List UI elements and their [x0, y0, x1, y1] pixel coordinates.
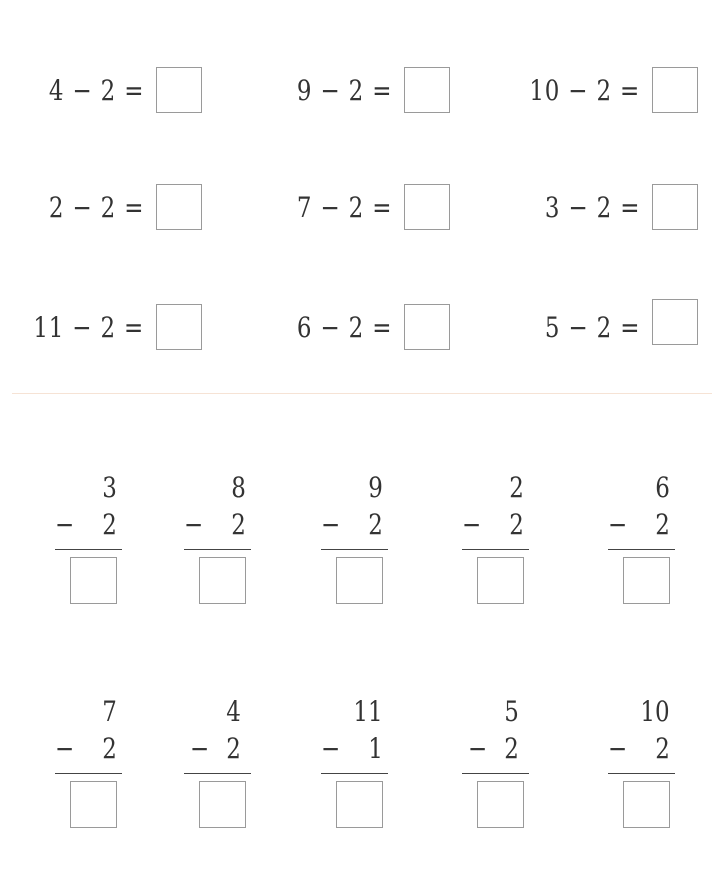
horizontal-problem — [510, 67, 698, 115]
vertical-problem — [608, 473, 678, 613]
answer-box[interactable] — [623, 557, 670, 604]
minuend: 6 — [655, 471, 670, 504]
vertical-problem — [462, 473, 532, 613]
equation-text: 3 − 2 = — [544, 191, 640, 224]
minuend: 5 — [504, 695, 519, 728]
subtrahend: 1 — [368, 732, 383, 765]
vertical-problem — [321, 473, 391, 613]
vertical-problem — [55, 473, 125, 613]
equation-text: 2 − 2 = — [48, 191, 144, 224]
minuend: 9 — [368, 471, 383, 504]
minuend: 7 — [102, 695, 117, 728]
minus-sign: − — [184, 508, 204, 541]
minus-sign: − — [608, 508, 628, 541]
answer-box[interactable] — [477, 781, 524, 828]
subtrahend: 2 — [368, 508, 383, 541]
sum-line — [608, 549, 675, 550]
minuend: 11 — [353, 695, 383, 728]
subtrahend: 2 — [226, 732, 241, 765]
subtrahend: 2 — [655, 508, 670, 541]
subtrahend: 2 — [655, 732, 670, 765]
vertical-problem — [321, 697, 391, 837]
sum-line — [321, 549, 388, 550]
answer-box[interactable] — [404, 304, 450, 350]
equation-text: 5 − 2 = — [544, 311, 640, 344]
minuend: 4 — [226, 695, 241, 728]
section-divider — [12, 393, 712, 394]
answer-box[interactable] — [199, 781, 246, 828]
subtrahend: 2 — [504, 732, 519, 765]
horizontal-problem — [30, 184, 202, 232]
horizontal-problem — [510, 299, 698, 347]
horizontal-problem — [276, 184, 450, 232]
equation-text: 9 − 2 = — [296, 74, 392, 107]
vertical-problem — [462, 697, 532, 837]
answer-box[interactable] — [477, 557, 524, 604]
sum-line — [55, 549, 122, 550]
answer-box[interactable] — [652, 299, 698, 345]
minus-sign: − — [462, 508, 482, 541]
minuend: 8 — [231, 471, 246, 504]
answer-box[interactable] — [156, 67, 202, 113]
equation-text: 11 − 2 = — [33, 311, 144, 344]
minus-sign: − — [468, 732, 488, 765]
minus-sign: − — [321, 732, 341, 765]
subtrahend: 2 — [102, 732, 117, 765]
answer-box[interactable] — [404, 67, 450, 113]
vertical-problem — [608, 697, 678, 837]
horizontal-problem — [276, 67, 450, 115]
vertical-problem — [55, 697, 125, 837]
minuend: 2 — [509, 471, 524, 504]
sum-line — [608, 773, 675, 774]
subtrahend: 2 — [509, 508, 524, 541]
answer-box[interactable] — [404, 184, 450, 230]
equation-text: 10 − 2 = — [529, 74, 640, 107]
minus-sign: − — [321, 508, 341, 541]
horizontal-problem — [20, 304, 202, 352]
answer-box[interactable] — [70, 557, 117, 604]
answer-box[interactable] — [199, 557, 246, 604]
minuend: 3 — [102, 471, 117, 504]
sum-line — [184, 773, 251, 774]
answer-box[interactable] — [156, 304, 202, 350]
subtrahend: 2 — [231, 508, 246, 541]
answer-box[interactable] — [156, 184, 202, 230]
minus-sign: − — [190, 732, 210, 765]
answer-box[interactable] — [70, 781, 117, 828]
equation-text: 6 − 2 = — [296, 311, 392, 344]
vertical-problem — [184, 697, 254, 837]
answer-box[interactable] — [336, 557, 383, 604]
minuend: 10 — [640, 695, 670, 728]
vertical-problem — [184, 473, 254, 613]
horizontal-problem — [30, 67, 202, 115]
equation-text: 4 − 2 = — [48, 74, 144, 107]
horizontal-problem — [510, 184, 698, 232]
horizontal-problem — [276, 304, 450, 352]
minus-sign: − — [608, 732, 628, 765]
sum-line — [55, 773, 122, 774]
answer-box[interactable] — [652, 184, 698, 230]
minus-sign: − — [55, 732, 75, 765]
sum-line — [462, 549, 529, 550]
answer-box[interactable] — [623, 781, 670, 828]
sum-line — [462, 773, 529, 774]
sum-line — [321, 773, 388, 774]
answer-box[interactable] — [652, 67, 698, 113]
answer-box[interactable] — [336, 781, 383, 828]
minus-sign: − — [55, 508, 75, 541]
equation-text: 7 − 2 = — [296, 191, 392, 224]
sum-line — [184, 549, 251, 550]
subtrahend: 2 — [102, 508, 117, 541]
